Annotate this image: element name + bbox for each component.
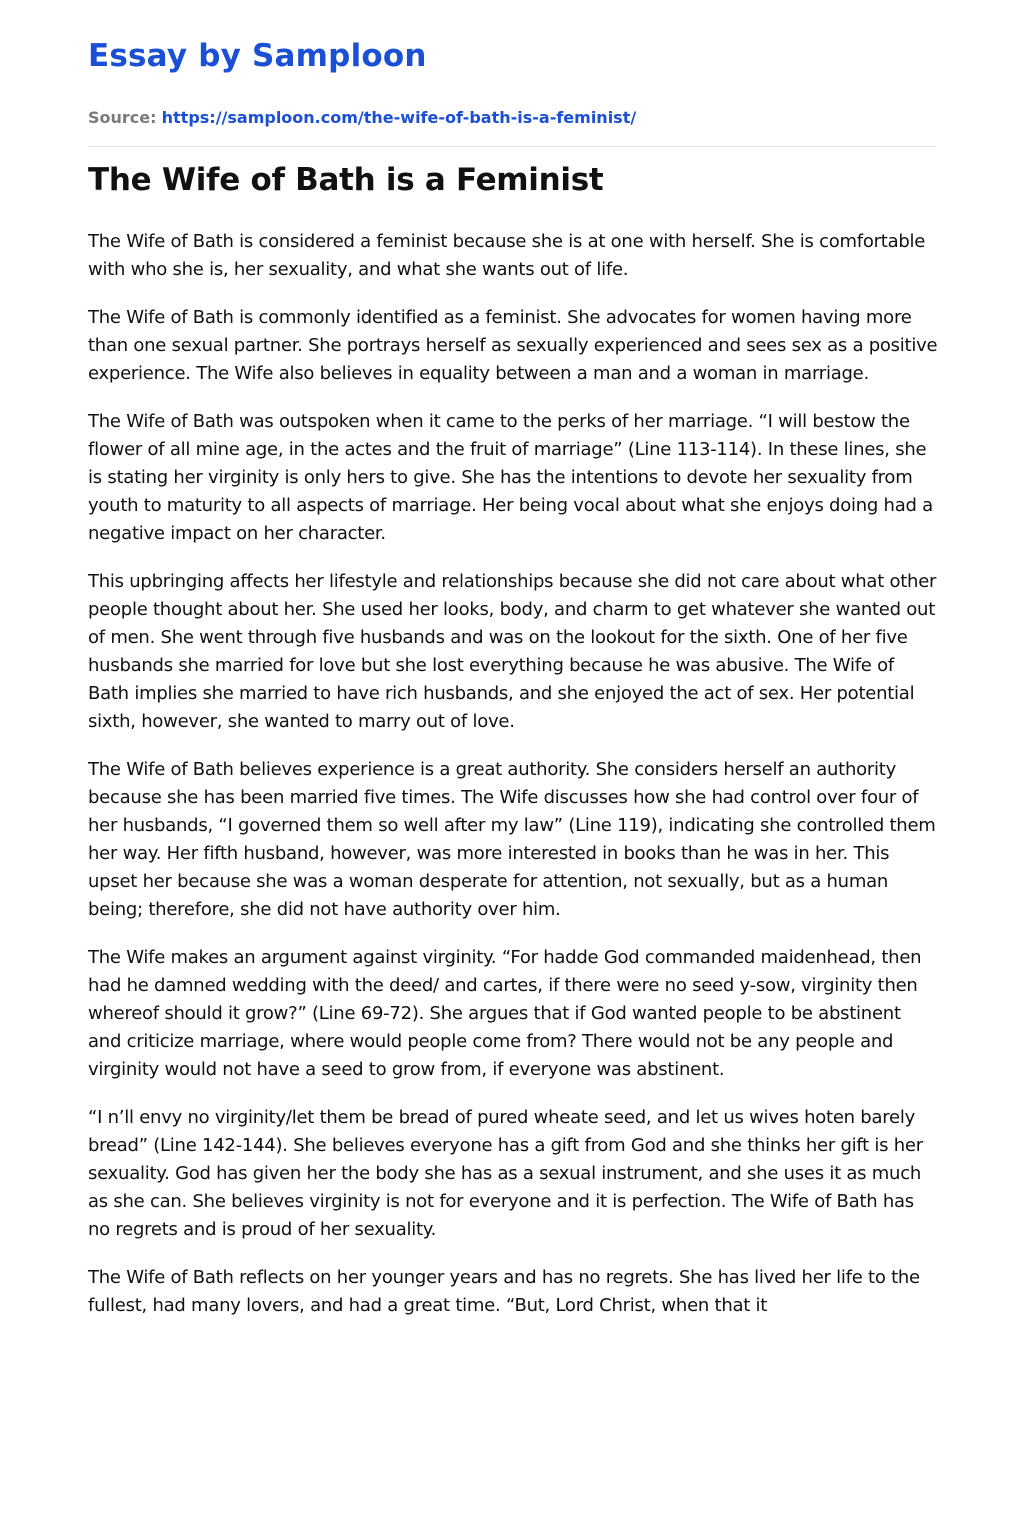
essay-paragraph: The Wife makes an argument against virginity. “For hadde God commanded maidenhead, then had he damned wedding with the deed/ and cartes, if there were no seed y-sow, virginity then whereof should it grow?” (Line 69-72). She argues that if God wanted people to be abstinent and criticize marriage, where would people come from? There would not be any people and virginity would not have a seed to grow from, if everyone was abstinent.	[88, 947, 922, 1080]
essay-paragraph: The Wife of Bath reflects on her younger years and has no regrets. She has lived her life to the fullest, had many lovers, and had a great time. “But, Lord Christ, when that it	[88, 1267, 920, 1316]
essay-title: The Wife of Bath is a Feminist	[88, 162, 604, 198]
essay-page	[88, 0, 938, 1340]
source-label: Source:	[88, 108, 157, 127]
essay-body	[88, 228, 938, 1320]
essay-paragraph: “I n’ll envy no virginity/let them be bread of pured wheate seed, and let us wives hoten barely bread” (Line 142-144). She believes everyone has a gift from God and she thinks her gift is her sexuality. God has given her the body she has as a sexual instrument, and she uses it as much as she can. She believes virginity is not for everyone and it is perfection. The Wife of Bath has no regrets and is proud of her sexuality.	[88, 1107, 923, 1240]
site-brand-title: Essay by Samploon	[88, 38, 427, 74]
essay-paragraph: The Wife of Bath believes experience is a great authority. She considers herself an authority because she has been married five times. The Wife discusses how she had control over four of her husbands, “I governed them so well after my law” (Line 119), indicating she controlled them her way. Her fifth husband, however, was more interested in books than he was in her. This upset her because she was a woman desperate for attention, not sexually, but as a human being; therefore, she did not have authority over him.	[88, 759, 936, 920]
essay-paragraph: This upbringing affects her lifestyle and relationships because she did not care about what other people thought about her. She used her looks, body, and charm to get whatever she wanted out of men. She went through five husbands and was on the lookout for the sixth. One of her five husbands she married for love but she lost everything because he was abusive. The Wife of Bath implies she married to have rich husbands, and she enjoyed the act of sex. Her potential sixth, however, she wanted to marry out of love.	[88, 571, 937, 732]
source-line	[88, 107, 938, 129]
source-link[interactable]: https://samploon.com/the-wife-of-bath-is-a-feminist/	[161, 108, 637, 127]
essay-paragraph: The Wife of Bath is considered a feminist because she is at one with herself. She is comfortable with who she is, her sexuality, and what she wants out of life.	[88, 231, 926, 280]
essay-paragraph: The Wife of Bath was outspoken when it came to the perks of her marriage. “I will bestow the flower of all mine age, in the actes and the fruit of marriage” (Line 113-114). In these lines, she is stating her virginity is only hers to give. She has the intentions to devote her sexuality from youth to maturity to all aspects of marriage. Her being vocal about what she enjoys doing had a negative impact on her character.	[88, 411, 933, 544]
header-divider	[88, 146, 936, 147]
essay-paragraph: The Wife of Bath is commonly identified as a feminist. She advocates for women having more than one sexual partner. She portrays herself as sexually experienced and sees sex as a positive experience. The Wife also believes in equality between a man and a woman in marriage.	[88, 307, 938, 384]
